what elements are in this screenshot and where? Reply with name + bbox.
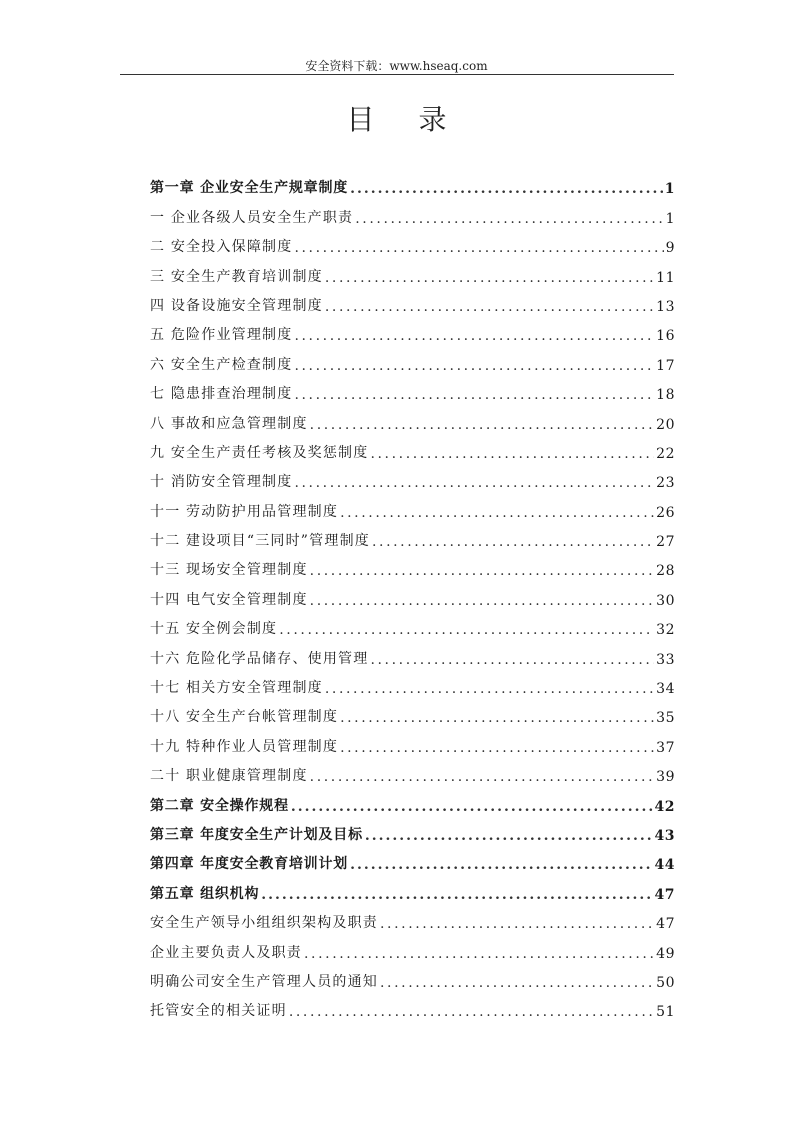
toc-dot-leader bbox=[340, 505, 654, 525]
toc-entry-label: 九 安全生产责任考核及奖惩制度 bbox=[150, 444, 369, 461]
toc-entry[interactable] bbox=[150, 319, 675, 348]
toc-entry[interactable] bbox=[150, 201, 675, 230]
toc-entry-label: 企业主要负责人及职责 bbox=[150, 944, 302, 961]
toc-entry[interactable] bbox=[150, 466, 675, 495]
toc-chapter-entry[interactable] bbox=[150, 819, 675, 848]
toc-dot-leader bbox=[261, 887, 652, 907]
toc-page-number: 28 bbox=[656, 563, 675, 580]
toc-page-number: 35 bbox=[656, 710, 675, 727]
toc-entry[interactable] bbox=[150, 907, 675, 936]
toc-entry-label: 十一 劳动防护用品管理制度 bbox=[150, 503, 339, 520]
toc-entry[interactable] bbox=[150, 231, 675, 260]
toc-dot-leader bbox=[294, 475, 654, 495]
toc-dot-leader bbox=[350, 181, 663, 201]
toc-entry[interactable] bbox=[150, 966, 675, 995]
toc-dot-leader bbox=[310, 769, 655, 789]
toc-entry[interactable] bbox=[150, 672, 675, 701]
toc-entry-label: 安全生产领导小组组织架构及职责 bbox=[150, 915, 378, 932]
toc-page-number: 23 bbox=[656, 475, 675, 492]
toc-entry-label: 明确公司安全生产管理人员的通知 bbox=[150, 973, 378, 990]
toc-entry-label: 一 企业各级人员安全生产职责 bbox=[150, 209, 354, 226]
page-header: 安全资料下载：www.hseaq.com bbox=[305, 59, 488, 73]
toc-page-number: 13 bbox=[656, 298, 675, 315]
toc-entry-label: 十 消防安全管理制度 bbox=[150, 474, 293, 491]
toc-dot-leader bbox=[304, 946, 654, 966]
toc-dot-leader bbox=[380, 916, 654, 936]
toc-dot-leader bbox=[310, 563, 655, 583]
toc-page-number: 43 bbox=[654, 827, 675, 844]
toc-dot-leader bbox=[289, 1004, 654, 1024]
toc-page-number: 27 bbox=[656, 534, 675, 551]
toc-entry[interactable] bbox=[150, 730, 675, 759]
toc-dot-leader bbox=[294, 358, 654, 378]
toc-entry-label: 十八 安全生产台帐管理制度 bbox=[150, 709, 339, 726]
toc-page-number: 11 bbox=[656, 269, 675, 286]
toc-page-number: 1 bbox=[665, 210, 675, 227]
toc-dot-leader bbox=[279, 622, 654, 642]
toc-entry-label: 十七 相关方安全管理制度 bbox=[150, 680, 323, 697]
header-divider bbox=[120, 74, 674, 75]
toc-dot-leader bbox=[370, 446, 654, 466]
toc-entry-label: 十九 特种作业人员管理制度 bbox=[150, 738, 339, 755]
toc-page-number: 37 bbox=[656, 739, 675, 756]
toc-page-number: 47 bbox=[654, 886, 675, 903]
toc-chapter-entry[interactable] bbox=[150, 789, 675, 818]
toc-chapter-entry[interactable] bbox=[150, 877, 675, 906]
toc-entry[interactable] bbox=[150, 260, 675, 289]
toc-chapter-entry[interactable] bbox=[150, 172, 675, 201]
toc-entry-label: 托管安全的相关证明 bbox=[150, 1003, 287, 1020]
toc-entry[interactable] bbox=[150, 936, 675, 965]
toc-entry-label: 二十 职业健康管理制度 bbox=[150, 768, 308, 785]
toc-page-number: 26 bbox=[656, 504, 675, 521]
toc-dot-leader bbox=[325, 299, 654, 319]
toc-dot-leader bbox=[355, 211, 663, 231]
toc-entry[interactable] bbox=[150, 437, 675, 466]
toc-page-number: 44 bbox=[654, 857, 675, 874]
toc-entry-label: 第四章 年度安全教育培训计划 bbox=[150, 856, 349, 873]
toc-entry-label: 第一章 企业安全生产规章制度 bbox=[150, 180, 349, 197]
toc-page-number: 32 bbox=[656, 622, 675, 639]
toc-page-number: 42 bbox=[654, 798, 675, 815]
toc-page-number: 30 bbox=[656, 592, 675, 609]
toc-page-number: 47 bbox=[656, 916, 675, 933]
toc-page-number: 18 bbox=[656, 387, 675, 404]
toc-entry-label: 十五 安全例会制度 bbox=[150, 621, 278, 638]
toc-dot-leader bbox=[372, 534, 654, 554]
toc-entry-label: 二 安全投入保障制度 bbox=[150, 239, 293, 256]
toc-page-number: 34 bbox=[656, 681, 675, 698]
toc-entry[interactable] bbox=[150, 378, 675, 407]
toc-entry[interactable] bbox=[150, 554, 675, 583]
toc-entry-label: 十二 建设项目“三同时”管理制度 bbox=[150, 533, 370, 550]
toc-page-number: 50 bbox=[656, 974, 675, 991]
toc-dot-leader bbox=[350, 857, 652, 877]
toc-page-number: 1 bbox=[664, 181, 675, 198]
toc-page-number: 33 bbox=[656, 651, 675, 668]
toc-entry-label: 十四 电气安全管理制度 bbox=[150, 591, 308, 608]
toc-entry[interactable] bbox=[150, 525, 675, 554]
toc-dot-leader bbox=[370, 652, 654, 672]
page-title: 目录 bbox=[346, 103, 491, 136]
toc-entry-label: 第三章 年度安全生产计划及目标 bbox=[150, 826, 363, 843]
toc-dot-leader bbox=[294, 387, 654, 407]
table-of-contents bbox=[150, 172, 675, 1024]
toc-entry-label: 四 设备设施安全管理制度 bbox=[150, 297, 323, 314]
toc-entry[interactable] bbox=[150, 995, 675, 1024]
toc-entry-label: 第五章 组织机构 bbox=[150, 885, 260, 902]
toc-page-number: 39 bbox=[656, 769, 675, 786]
toc-page-number: 49 bbox=[656, 945, 675, 962]
toc-entry[interactable] bbox=[150, 583, 675, 612]
toc-page-number: 16 bbox=[656, 328, 675, 345]
toc-entry[interactable] bbox=[150, 495, 675, 524]
toc-dot-leader bbox=[340, 710, 654, 730]
toc-entry-label: 十三 现场安全管理制度 bbox=[150, 562, 308, 579]
toc-dot-leader bbox=[365, 828, 653, 848]
toc-entry-label: 三 安全生产教育培训制度 bbox=[150, 268, 323, 285]
toc-page-number: 22 bbox=[656, 445, 675, 462]
toc-entry[interactable] bbox=[150, 760, 675, 789]
toc-page-number: 17 bbox=[656, 357, 675, 374]
toc-entry[interactable] bbox=[150, 701, 675, 730]
toc-entry[interactable] bbox=[150, 290, 675, 319]
toc-page-number: 9 bbox=[665, 240, 675, 257]
toc-entry-label: 第二章 安全操作规程 bbox=[150, 797, 289, 814]
toc-entry-label: 十六 危险化学品储存、使用管理 bbox=[150, 650, 369, 667]
toc-dot-leader bbox=[310, 417, 655, 437]
toc-dot-leader bbox=[291, 799, 653, 819]
toc-entry-label: 七 隐患排查治理制度 bbox=[150, 386, 293, 403]
toc-entry[interactable] bbox=[150, 613, 675, 642]
toc-dot-leader bbox=[310, 593, 655, 613]
toc-entry-label: 五 危险作业管理制度 bbox=[150, 327, 293, 344]
toc-entry-label: 六 安全生产检查制度 bbox=[150, 356, 293, 373]
toc-dot-leader bbox=[294, 240, 663, 260]
toc-dot-leader bbox=[380, 975, 654, 995]
toc-entry[interactable] bbox=[150, 407, 675, 436]
toc-dot-leader bbox=[294, 328, 654, 348]
toc-dot-leader bbox=[340, 740, 654, 760]
toc-entry[interactable] bbox=[150, 348, 675, 377]
toc-entry[interactable] bbox=[150, 642, 675, 671]
toc-dot-leader bbox=[325, 270, 654, 290]
toc-page-number: 51 bbox=[656, 1004, 675, 1021]
toc-chapter-entry[interactable] bbox=[150, 848, 675, 877]
toc-page-number: 20 bbox=[656, 416, 675, 433]
toc-entry-label: 八 事故和应急管理制度 bbox=[150, 415, 308, 432]
toc-dot-leader bbox=[325, 681, 654, 701]
